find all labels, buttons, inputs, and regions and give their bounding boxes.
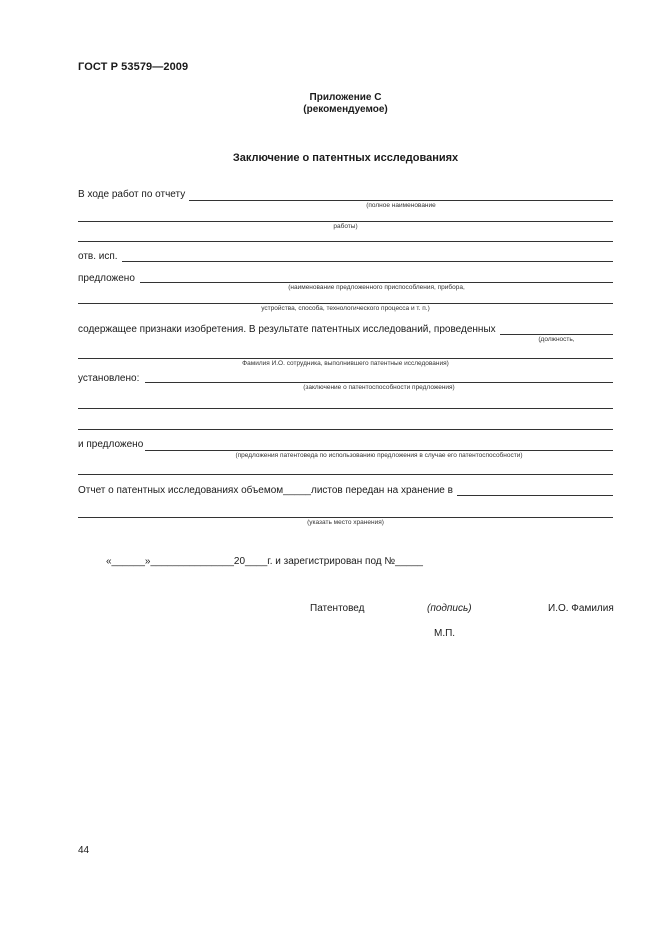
signer-role: Патентовед (310, 603, 365, 614)
employee-hint: Фамилия И.О. сотрудника, выполнившего патентные исследования) (242, 360, 449, 367)
proposed-line[interactable] (140, 282, 613, 283)
and-proposed-label: и предложено (78, 439, 144, 450)
appendix-title: Приложение С (309, 92, 382, 103)
report-name-line-2[interactable] (78, 221, 613, 222)
established-hint: (заключение о патентоспособности предложения) (303, 384, 455, 391)
storage-place-line[interactable] (457, 495, 613, 496)
appendix-type: (рекомендуемое) (303, 104, 388, 115)
report-hint-1: (полное наименование (366, 202, 436, 209)
standard-number: ГОСТ Р 53579—2009 (78, 61, 189, 73)
report-hint-2: работы) (333, 223, 358, 230)
and-proposed-line[interactable] (145, 450, 613, 451)
proposed-label: предложено (78, 273, 135, 284)
date-registration-line: «______»_______________20____г. и зарегистрирован под №_____ (106, 556, 423, 567)
employee-line[interactable] (78, 358, 613, 359)
stamp-label: М.П. (434, 628, 456, 639)
and-proposed-hint: (предложения патентоведа по использованию предложения в случае его патентоспособности) (235, 452, 523, 459)
position-line[interactable] (500, 334, 613, 335)
and-proposed-line-2[interactable] (78, 474, 613, 475)
proposed-hint-1: (наименование предложенного приспособления, прибора, (288, 284, 465, 291)
established-line[interactable] (145, 382, 613, 383)
features-label: содержащее признаки изобретения. В результате патентных исследований, проведенных (78, 324, 496, 335)
established-line-3[interactable] (78, 429, 613, 430)
report-name-line[interactable] (189, 200, 613, 201)
signer-name: И.О. Фамилия (548, 603, 614, 614)
storage-hint: (указать место хранения) (307, 519, 384, 526)
established-line-2[interactable] (78, 408, 613, 409)
storage-place-line-2[interactable] (78, 517, 613, 518)
document-title: Заключение о патентных исследованиях (232, 152, 459, 164)
proposed-line-2[interactable] (78, 303, 613, 304)
responsible-label: отв. исп. (78, 251, 118, 262)
report-volume-label: Отчет о патентных исследованиях объемом_____листов передан на хранение в (78, 485, 453, 496)
page-number: 44 (78, 845, 90, 856)
established-label: установлено: (78, 373, 140, 384)
proposed-hint-2: устройства, способа, технологического процесса и т. п.) (261, 305, 430, 312)
position-hint: (должность, (538, 336, 575, 343)
responsible-line[interactable] (122, 261, 613, 262)
report-name-line-3[interactable] (78, 241, 613, 242)
signature-hint: (подпись) (427, 603, 472, 614)
report-label: В ходе работ по отчету (78, 189, 186, 200)
